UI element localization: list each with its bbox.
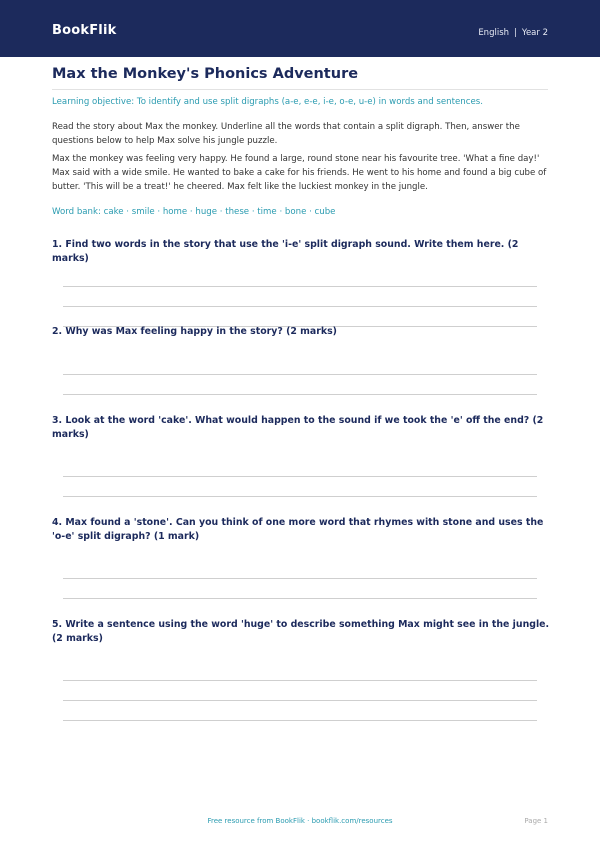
question-5: 5. Write a sentence using the word 'huge' to describe something Max might see in the jungle. (2 marks) <box>52 619 550 644</box>
answer-line[interactable] <box>63 598 537 599</box>
question-3: 3. Look at the word 'cake'. What would happen to the sound if we took the 'e' off the end? (2 marks) <box>52 415 544 440</box>
meta-separator: | <box>514 28 517 38</box>
question-2: 2. Why was Max feeling happy in the story? (2 marks) <box>52 326 337 337</box>
answer-line[interactable] <box>63 700 537 701</box>
subject-label: English <box>478 28 510 38</box>
answer-line[interactable] <box>63 578 537 579</box>
year-label: Year 2 <box>521 28 548 38</box>
question-1: 1. Find two words in the story that use the 'i-e' split digraph sound. Write them here. (2 marks) <box>52 239 519 264</box>
answer-line[interactable] <box>63 496 537 497</box>
title-divider <box>52 89 548 90</box>
story-text: Max the monkey was feeling very happy. He found a large, round stone near his favourite tree. 'What a fine day!' Max said with a wide smile. He wanted to bake a cake for his friends. He went to his home and found a big cube of butter. 'This will be a treat!' he cheered. Max felt like the luckiest monkey in the jungle. <box>52 154 547 192</box>
header-meta <box>478 28 548 38</box>
answer-line[interactable] <box>63 720 537 721</box>
answer-line[interactable] <box>63 374 537 375</box>
brand-logo[interactable]: BookFlik <box>52 23 117 38</box>
page-header <box>0 0 600 57</box>
learning-objective: Learning objective: To identify and use split digraphs (a-e, e-e, i-e, o-e, u-e) in words and sentences. <box>52 97 483 107</box>
question-4: 4. Max found a 'stone'. Can you think of one more word that rhymes with stone and uses the 'o-e' split digraph? (1 mark) <box>52 517 544 542</box>
answer-line[interactable] <box>63 680 537 681</box>
footer-link[interactable]: Free resource from BookFlik · bookflik.com/resources <box>207 817 393 825</box>
answer-line[interactable] <box>63 476 537 477</box>
worksheet-title: Max the Monkey's Phonics Adventure <box>52 66 359 82</box>
answer-line[interactable] <box>63 306 537 307</box>
instructions-text: Read the story about Max the monkey. Underline all the words that contain a split digraph. Then, answer the questions below to help Max solve his jungle puzzle. <box>52 122 520 146</box>
page-number: Page 1 <box>524 817 548 825</box>
answer-line[interactable] <box>63 394 537 395</box>
word-bank: Word bank: cake · smile · home · huge · these · time · bone · cube <box>52 207 336 217</box>
answer-line[interactable] <box>63 286 537 287</box>
